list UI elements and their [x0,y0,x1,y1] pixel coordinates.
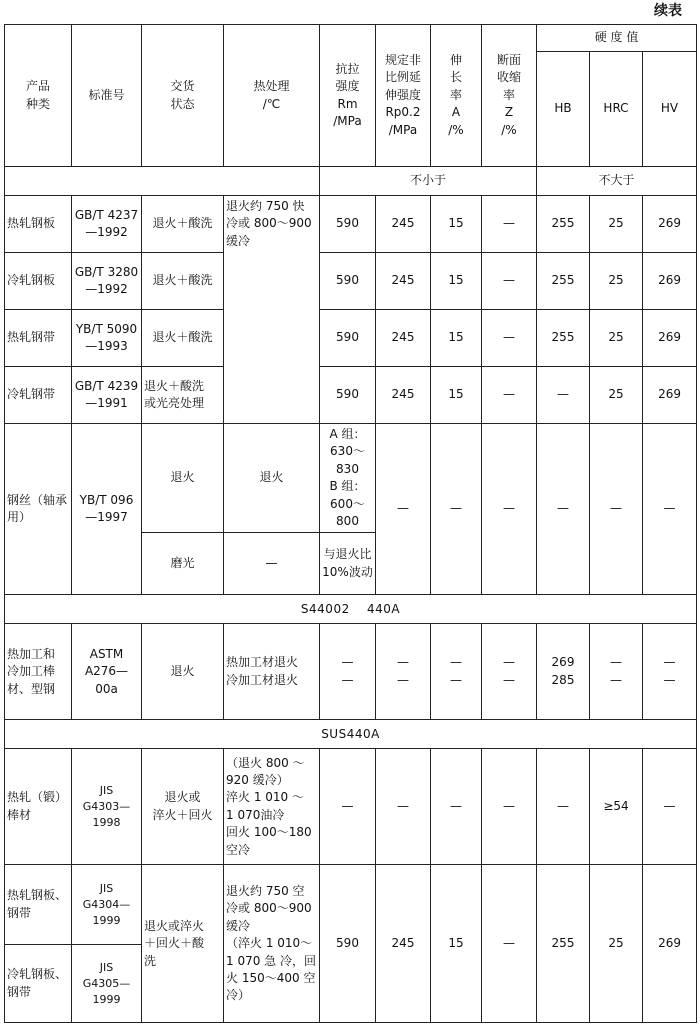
hv-cell: 269 [643,367,697,424]
hrc-cell: 25 [590,310,643,367]
hb-cell: — [537,749,590,865]
table-row [5,253,697,310]
rp-cell: — [376,424,431,595]
heat-treatment-cell: 退火约 750 快 冷或 800～900 缓冷 [224,196,320,424]
heat-treatment-cell: 热加工材退火 冷加工材退火 [224,624,320,720]
hv-cell: 269 [643,865,697,1023]
rm-cell: 590 [320,367,376,424]
hv-cell: — [643,424,697,595]
table-row [5,424,697,533]
steel-spec-table [4,24,697,1023]
rp-cell: 245 [376,310,431,367]
hrc-cell: 25 [590,865,643,1023]
standard-cell: ASTM A276—00a [72,624,142,720]
heat-treatment-cell: 退火 [224,424,320,533]
header-heat-treatment: 热处理 /℃ [224,25,320,167]
heat-treatment-cell: （退火 800 ～ 920 缓冷） 淬火 1 010 ～ 1 070油冷 回火 100～180 空冷 [224,749,320,865]
standard-cell: JIS G4304—1999 [72,865,142,945]
hb-cell: 255 [537,196,590,253]
z-cell: — — [482,624,537,720]
rp-cell: — [376,749,431,865]
hb-cell: 269 285 [537,624,590,720]
hv-cell: — [643,749,697,865]
hrc-cell: — — [590,624,643,720]
hb-cell: 255 [537,310,590,367]
header-elongation: 伸 长 率 A /% [431,25,482,167]
rm-cell: — — [320,624,376,720]
z-cell: — [482,253,537,310]
delivery-cell: 退火＋酸洗 [142,310,224,367]
section-row [5,595,697,624]
header-not-greater-than: 不大于 [537,167,697,196]
delivery-cell: 退火或 淬火＋回火 [142,749,224,865]
delivery-cell: 退火＋酸洗 [142,253,224,310]
a-cell: 15 [431,367,482,424]
delivery-cell: 磨光 [142,533,224,595]
header-tensile-strength: 抗拉 强度 Rm /MPa [320,25,376,167]
hrc-cell: — [590,424,643,595]
section-sus440a: SUS440A [5,720,697,749]
table-row [5,749,697,865]
a-cell: 15 [431,310,482,367]
hv-cell: 269 [643,310,697,367]
hrc-cell: ≥54 [590,749,643,865]
product-cell: 热加工和 冷加工棒 材、型钢 [5,624,72,720]
heat-treatment-cell: 退火约 750 空 冷或 800～900 缓冷 （淬火 1 010～ 1 070 急 冷，回 火 150～400 空 冷） [224,865,320,1023]
rp-cell: 245 [376,865,431,1023]
product-cell: 热轧（锻） 棒材 [5,749,72,865]
standard-cell: YB/T 096 —1997 [72,424,142,595]
rm-cell: 590 [320,196,376,253]
product-cell: 热轧钢带 [5,310,72,367]
a-cell: 15 [431,196,482,253]
a-cell: — — [431,624,482,720]
header-row-1 [5,25,697,52]
hrc-cell: 25 [590,367,643,424]
rm-cell: 590 [320,865,376,1023]
product-cell: 热轧钢板 [5,196,72,253]
rp-cell: 245 [376,196,431,253]
delivery-cell: 退火或淬火 ＋回火＋酸 洗 [142,865,224,1023]
rp-cell: 245 [376,367,431,424]
product-cell: 冷轧钢板、 钢带 [5,945,72,1023]
product-cell: 冷轧钢板 [5,253,72,310]
hv-cell: — — [643,624,697,720]
header-yield-strength: 规定非 比例延 伸强度 Rp0.2 /MPa [376,25,431,167]
product-cell: 钢丝（轴承 用） [5,424,72,595]
standard-cell: JIS G4305—1999 [72,945,142,1023]
section-s44002: S44002 440A [5,595,697,624]
delivery-cell: 退火 [142,424,224,533]
rp-cell: — — [376,624,431,720]
z-cell: — [482,424,537,595]
header-hardness: 硬 度 值 [537,25,697,52]
table-row [5,865,697,945]
hv-cell: 269 [643,196,697,253]
hrc-cell: 25 [590,196,643,253]
hrc-cell: 25 [590,253,643,310]
rm-cell: — [320,749,376,865]
delivery-cell: 退火＋酸洗 或光亮处理 [142,367,224,424]
section-row [5,720,697,749]
z-cell: — [482,310,537,367]
hb-cell: 255 [537,865,590,1023]
rm-cell: 590 [320,310,376,367]
table-row [5,624,697,720]
product-cell: 冷轧钢带 [5,367,72,424]
standard-cell: GB/T 3280 —1992 [72,253,142,310]
standard-cell: GB/T 4239 —1991 [72,367,142,424]
header-delivery-state: 交货 状态 [142,25,224,167]
table-row [5,196,697,253]
table-row [5,310,697,367]
z-cell: — [482,865,537,1023]
z-cell: — [482,367,537,424]
a-cell: — [431,749,482,865]
continuation-label: 续表 [654,3,682,19]
rm-cell: 与退火比 10%波动 [320,533,376,595]
delivery-cell: 退火 [142,624,224,720]
header-not-less-than: 不小于 [320,167,537,196]
header-hrc: HRC [590,52,643,167]
hb-cell: — [537,424,590,595]
product-cell: 热轧钢板、 钢带 [5,865,72,945]
standard-cell: GB/T 4237 —1992 [72,196,142,253]
header-reduction-area: 断面 收缩 率 Z /% [482,25,537,167]
header-blank [5,167,320,196]
z-cell: — [482,196,537,253]
header-row-3 [5,167,697,196]
rm-cell: 590 [320,253,376,310]
header-product-type: 产品 种类 [5,25,72,167]
standard-cell: YB/T 5090 —1993 [72,310,142,367]
rm-cell: A 组： 630～830 B 组： 600～800 [320,424,376,533]
a-cell: 15 [431,865,482,1023]
heat-treatment-cell: — [224,533,320,595]
a-cell: — [431,424,482,595]
hb-cell: 255 [537,253,590,310]
z-cell: — [482,749,537,865]
hv-cell: 269 [643,253,697,310]
rp-cell: 245 [376,253,431,310]
standard-cell: JIS G4303—1998 [72,749,142,865]
header-hb: HB [537,52,590,167]
header-hv: HV [643,52,697,167]
hb-cell: — [537,367,590,424]
header-standard-no: 标准号 [72,25,142,167]
delivery-cell: 退火＋酸洗 [142,196,224,253]
table-row [5,367,697,424]
a-cell: 15 [431,253,482,310]
